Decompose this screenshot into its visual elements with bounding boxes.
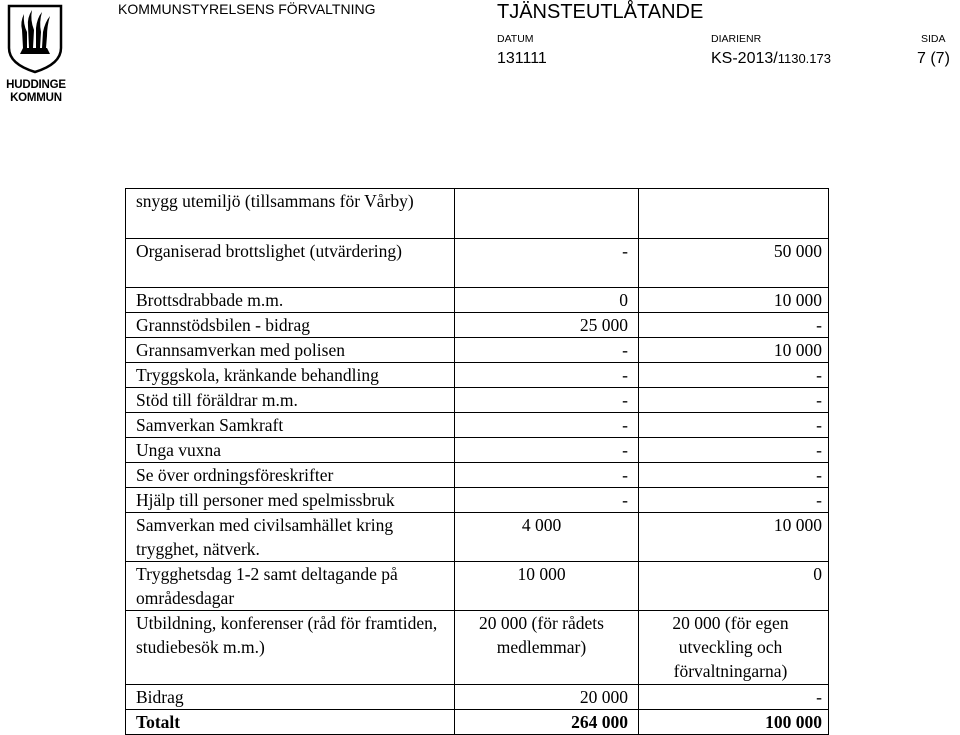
row-label: Brottsdrabbade m.m. [126, 288, 455, 313]
row-col3: - [639, 438, 829, 463]
row-label: Bidrag [126, 685, 455, 710]
row-col2: - [455, 338, 639, 363]
row-col2 [455, 189, 639, 239]
row-col3: 10 000 [639, 513, 829, 562]
row-col3: 10 000 [639, 288, 829, 313]
diarienr-suffix: 1130.173 [777, 51, 831, 66]
organization-name: KOMMUNSTYRELSENS FÖRVALTNING [118, 1, 376, 17]
row-label: Tryggskola, kränkande behandling [126, 363, 455, 388]
row-col3: - [639, 463, 829, 488]
table-row [126, 488, 829, 513]
row-col3: - [639, 413, 829, 438]
row-label: Samverkan med civilsamhället kring trygghet, nätverk. [126, 513, 455, 562]
row-col2: 10 000 [455, 562, 639, 611]
row-col2: 20 000 (för rådets medlemmar) [455, 611, 639, 685]
row-label: snygg utemiljö (tillsammans för Vårby) [126, 189, 455, 239]
row-col3: - [639, 313, 829, 338]
row-col2: 20 000 [455, 685, 639, 710]
row-label: Hjälp till personer med spelmissbruk [126, 488, 455, 513]
row-label: Se över ordningsföreskrifter [126, 463, 455, 488]
row-col2: 4 000 [455, 513, 639, 562]
row-label: Grannstödsbilen - bidrag [126, 313, 455, 338]
table-row-total [126, 710, 829, 735]
table-row [126, 288, 829, 313]
row-col3: - [639, 388, 829, 413]
table-row [126, 438, 829, 463]
row-col2: - [455, 488, 639, 513]
row-col3: - [639, 363, 829, 388]
table-row [126, 513, 829, 562]
diarienr-label: DIARIENR [711, 33, 762, 45]
row-col3 [639, 189, 829, 239]
municipality-logo [0, 0, 70, 110]
huddinge-crest-icon [6, 4, 64, 74]
table-row [126, 685, 829, 710]
row-col2: - [455, 463, 639, 488]
diarienr-main: KS-2013/ [711, 50, 778, 67]
row-col3: 100 000 [639, 710, 829, 735]
logo-line-2: KOMMUN [10, 91, 62, 104]
sida-label: SIDA [921, 33, 946, 45]
row-label: Trygghetsdag 1-2 samt deltagande på områdesdagar [126, 562, 455, 611]
table-row [126, 189, 829, 239]
table-row [126, 239, 829, 288]
row-label: Grannsamverkan med polisen [126, 338, 455, 363]
row-col3: 10 000 [639, 338, 829, 363]
row-col2: - [455, 363, 639, 388]
table-row [126, 463, 829, 488]
row-col3: - [639, 488, 829, 513]
row-col3: 0 [639, 562, 829, 611]
row-col2: 25 000 [455, 313, 639, 338]
row-label: Totalt [126, 710, 455, 735]
row-label: Utbildning, konferenser (råd för framtiden, studiebesök m.m.) [126, 611, 455, 685]
table-row [126, 338, 829, 363]
row-col2: - [455, 413, 639, 438]
row-label: Stöd till föräldrar m.m. [126, 388, 455, 413]
table-row [126, 363, 829, 388]
row-col3: 20 000 (för egen utveckling och förvaltningarna) [639, 611, 829, 685]
table-row [126, 611, 829, 685]
logo-line-1: HUDDINGE [6, 79, 66, 91]
sida-value: 7 (7) [917, 50, 950, 67]
datum-label: DATUM [497, 33, 534, 45]
table-row [126, 413, 829, 438]
row-col2: - [455, 388, 639, 413]
row-col3: - [639, 685, 829, 710]
diarienr-value [711, 50, 831, 68]
row-col2: - [455, 239, 639, 288]
budget-table [125, 188, 829, 735]
row-label: Unga vuxna [126, 438, 455, 463]
row-label: Samverkan Samkraft [126, 413, 455, 438]
table-row [126, 313, 829, 338]
table-row [126, 562, 829, 611]
row-col2: 0 [455, 288, 639, 313]
row-col2: - [455, 438, 639, 463]
document-type: TJÄNSTEUTLÅTANDE [497, 1, 704, 23]
table-row [126, 388, 829, 413]
datum-value: 131111 [497, 50, 547, 67]
row-label: Organiserad brottslighet (utvärdering) [126, 239, 455, 288]
row-col3: 50 000 [639, 239, 829, 288]
row-col2: 264 000 [455, 710, 639, 735]
